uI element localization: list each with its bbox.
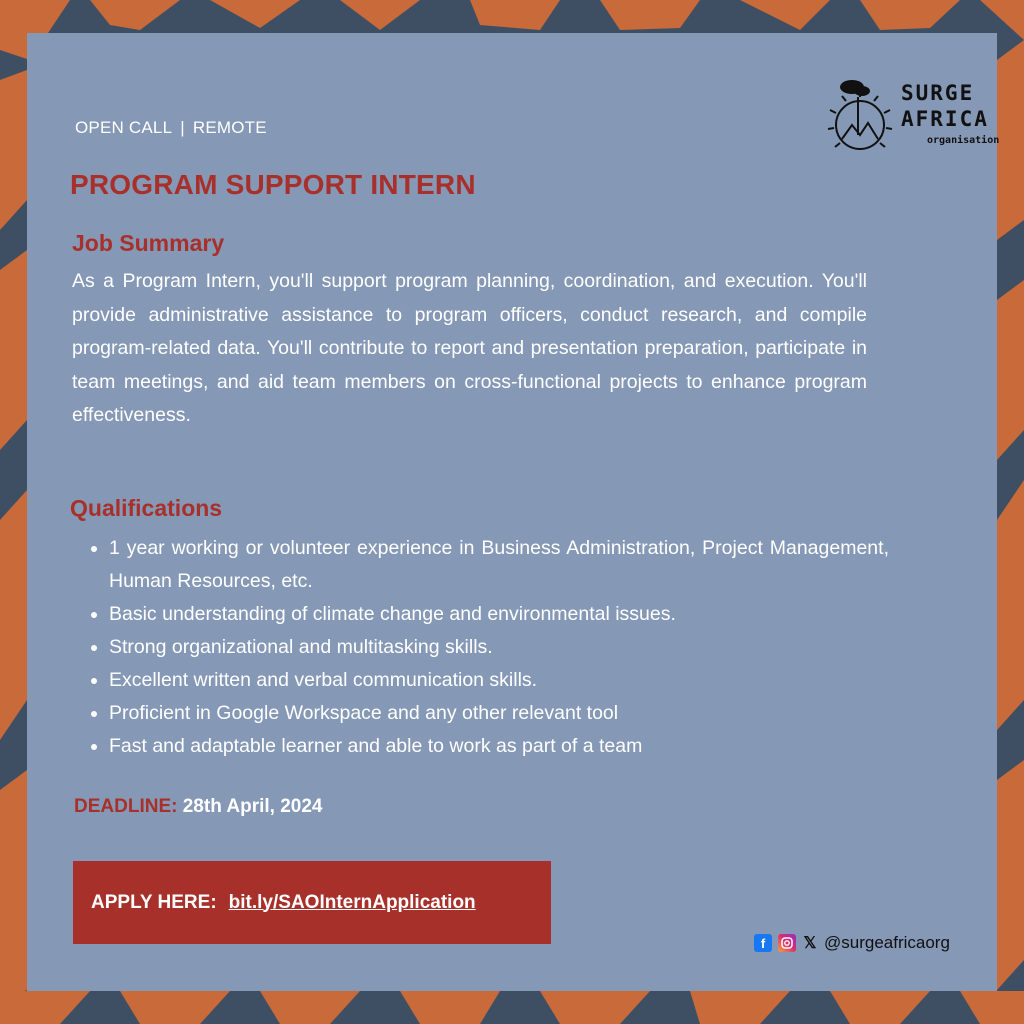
social-links xyxy=(754,933,950,953)
job-summary-text: As a Program Intern, you'll support program planning, coordination, and execution. You'll provide administrative assistance to program officers, conduct research, and compile program-related data. You'll contribute to report and presentation preparation, participate in team meetings, and aid team members on cross-functional projects to enhance program effectiveness. xyxy=(72,270,867,427)
tag-separator: | xyxy=(180,118,185,137)
list-item: • Excellent written and verbal communication skills. xyxy=(109,664,889,697)
apply-banner xyxy=(73,861,551,944)
qualifications-list xyxy=(87,532,889,763)
facebook-icon[interactable]: f xyxy=(754,934,772,952)
deadline xyxy=(74,796,322,818)
apply-label: APPLY HERE: xyxy=(91,891,217,913)
deadline-value: 28th April, 2024 xyxy=(182,796,323,817)
deadline-label: DEADLINE: xyxy=(74,796,178,817)
list-item: • Strong organizational and multitasking skills. xyxy=(109,631,889,664)
instagram-icon[interactable] xyxy=(778,934,796,952)
open-call-tag xyxy=(75,118,267,138)
tag-open-call: OPEN CALL xyxy=(75,118,173,137)
tag-remote: REMOTE xyxy=(192,118,267,137)
page-title: PROGRAM SUPPORT INTERN xyxy=(70,169,476,200)
logo-line-2: AFRICA xyxy=(901,107,989,131)
logo-line-1: SURGE xyxy=(901,81,975,105)
list-item: • Fast and adaptable learner and able to work as part of a team xyxy=(109,730,889,763)
apply-link[interactable]: bit.ly/SAOInternApplication xyxy=(228,891,476,913)
announcement-card xyxy=(27,33,1000,991)
list-item: • Basic understanding of climate change and environmental issues. xyxy=(109,598,889,631)
job-summary-heading: Job Summary xyxy=(72,230,225,256)
logo-line-3: organisation xyxy=(927,135,1000,146)
x-icon[interactable]: 𝕏 xyxy=(803,935,817,952)
social-handle[interactable]: @surgeafricaorg xyxy=(824,933,950,952)
list-item: • Proficient in Google Workspace and any other relevant tool xyxy=(109,697,889,730)
qualifications-heading: Qualifications xyxy=(70,495,223,521)
list-item: • 1 year working or volunteer experience in Business Administration, Project Management, Human Resources, etc. xyxy=(109,532,889,598)
